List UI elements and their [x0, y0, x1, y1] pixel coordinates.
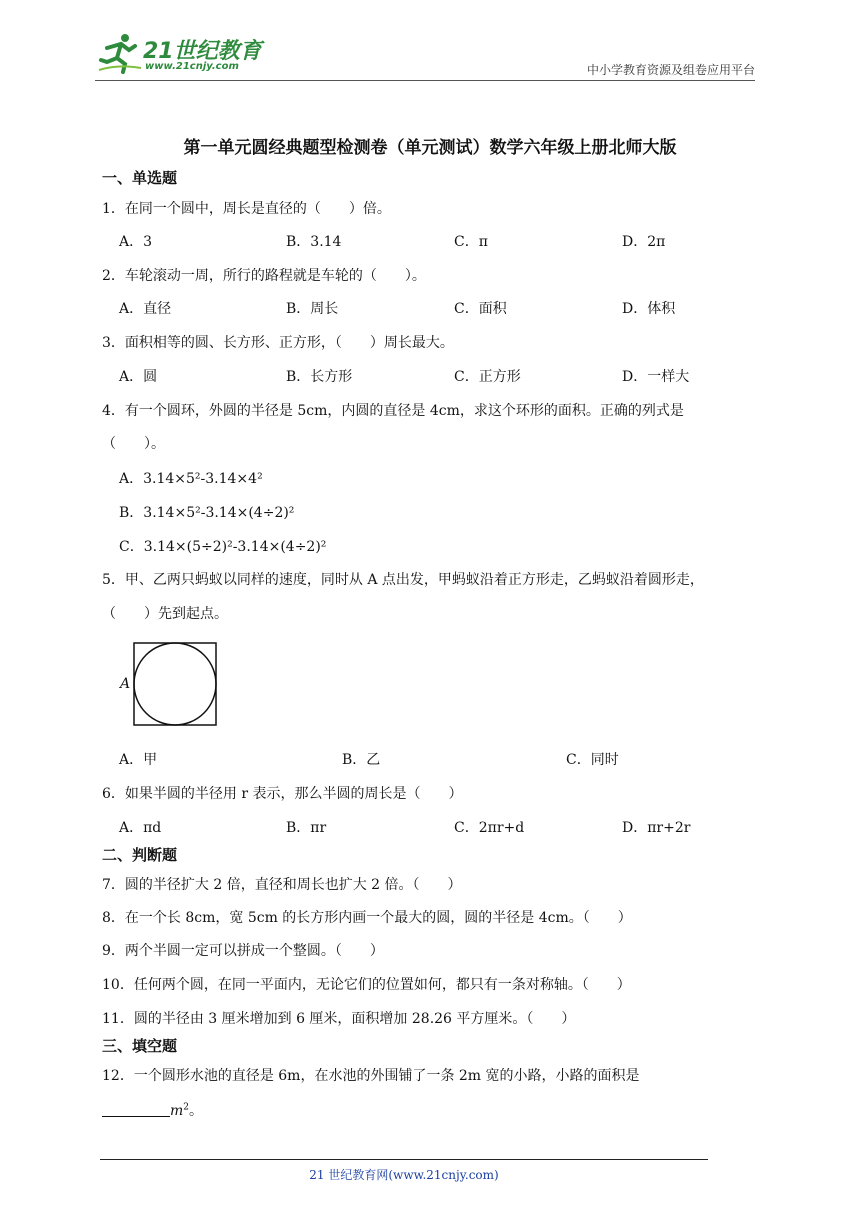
question-4-line-2: （ ）。 [102, 436, 165, 452]
question-12-line-1: 12．一个圆形水池的直径是 6m，在水池的外围铺了一条 2m 宽的小路，小路的面积是 [102, 1068, 640, 1084]
question-4-line-1: 4．有一个圆环，外圆的半径是 5cm，内圆的直径是 4cm，求这个环形的面积。正确的列式是 [102, 403, 684, 419]
q3-option-b: B．长方形 [286, 369, 353, 385]
section-heading-fill-blank: 三、填空题 [102, 1037, 178, 1055]
q12-end-mark: 。 [189, 1103, 204, 1119]
q5-option-b: B．乙 [342, 752, 381, 768]
question-5-line-2: （ ）先到起点。 [102, 606, 228, 622]
q2-option-b: B．周长 [286, 301, 339, 317]
q6-option-c: C．2πr+d [454, 820, 525, 836]
question-3: 3．面积相等的圆、长方形、正方形，（ ）周长最大。 [102, 335, 454, 351]
question-6: 6．如果半圆的半径用 r 表示，那么半圆的周长是（ ） [102, 786, 463, 802]
q1-option-b: B．3.14 [286, 234, 342, 250]
question-11: 11．圆的半径由 3 厘米增加到 6 厘米，面积增加 28.26 平方厘米。（ ） [102, 1011, 576, 1027]
runner-logo-icon [95, 30, 143, 74]
q3-option-a: A．圆 [119, 369, 158, 385]
question-2: 2．车轮滚动一周，所行的路程就是车轮的（ ）。 [102, 268, 426, 284]
q4-option-a: A．3.14×5²-3.14×4² [119, 471, 263, 487]
question-10: 10．任何两个圆，在同一平面内，无论它们的位置如何，都只有一条对称轴。（ ） [102, 977, 631, 993]
q4-option-c: C．3.14×(5÷2)²-3.14×(4÷2)² [119, 539, 327, 555]
question-5-line-1: 5．甲、乙两只蚂蚁以同样的速度，同时从 A 点出发，甲蚂蚁沿着正方形走，乙蚂蚁沿着圆形走， [102, 572, 704, 588]
q6-option-a: A．πd [119, 820, 162, 836]
square-circle-figure [118, 640, 222, 730]
q3-option-d: D．一样大 [622, 369, 690, 385]
footer-divider [100, 1159, 708, 1160]
q6-option-d: D．πr+2r [622, 820, 691, 836]
square-with-inscribed-circle-icon [118, 640, 222, 730]
logo-url: www.21cnjy.com [145, 61, 239, 72]
q5-option-c: C．同时 [566, 752, 619, 768]
answer-blank[interactable] [102, 1102, 170, 1117]
question-1: 1．在同一个圆中，周长是直径的（ ）倍。 [102, 201, 391, 217]
header-slogan: 中小学教育资源及组卷应用平台 [586, 63, 755, 77]
q5-option-a: A．甲 [119, 752, 158, 768]
question-9: 9．两个半圆一定可以拼成一个整圆。（ ） [102, 943, 384, 959]
page-header [95, 30, 755, 81]
unit-exponent: 2 [183, 1102, 190, 1113]
section-heading-single-choice: 一、单选题 [102, 169, 178, 187]
q2-option-a: A．直径 [119, 301, 172, 317]
question-12-line-2 [102, 1100, 203, 1120]
q6-option-b: B．πr [286, 820, 327, 836]
question-7: 7．圆的半径扩大 2 倍，直径和周长也扩大 2 倍。（ ） [102, 877, 462, 893]
logo [95, 30, 265, 76]
q1-option-c: C．π [454, 234, 488, 250]
q1-option-a: A．3 [119, 234, 153, 250]
unit-m: m [170, 1103, 184, 1119]
q2-option-d: D．体积 [622, 301, 676, 317]
figure-point-a-label: A [120, 676, 131, 692]
page-title: 第一单元圆经典题型检测卷（单元测试）数学六年级上册北师大版 [183, 138, 677, 158]
q4-option-b: B．3.14×5²-3.14×(4÷2)² [119, 505, 295, 521]
section-heading-true-false: 二、判断题 [102, 846, 178, 864]
footer-link[interactable]: 21 世纪教育网(www.21cnjy.com) [309, 1168, 499, 1182]
q1-option-d: D．2π [622, 234, 666, 250]
q2-option-c: C．面积 [454, 301, 507, 317]
q3-option-c: C．正方形 [454, 369, 521, 385]
question-8: 8．在一个长 8cm，宽 5cm 的长方形内画一个最大的圆，圆的半径是 4cm。（ ） [102, 910, 632, 926]
logo-text: 21世纪教育 [143, 39, 262, 64]
